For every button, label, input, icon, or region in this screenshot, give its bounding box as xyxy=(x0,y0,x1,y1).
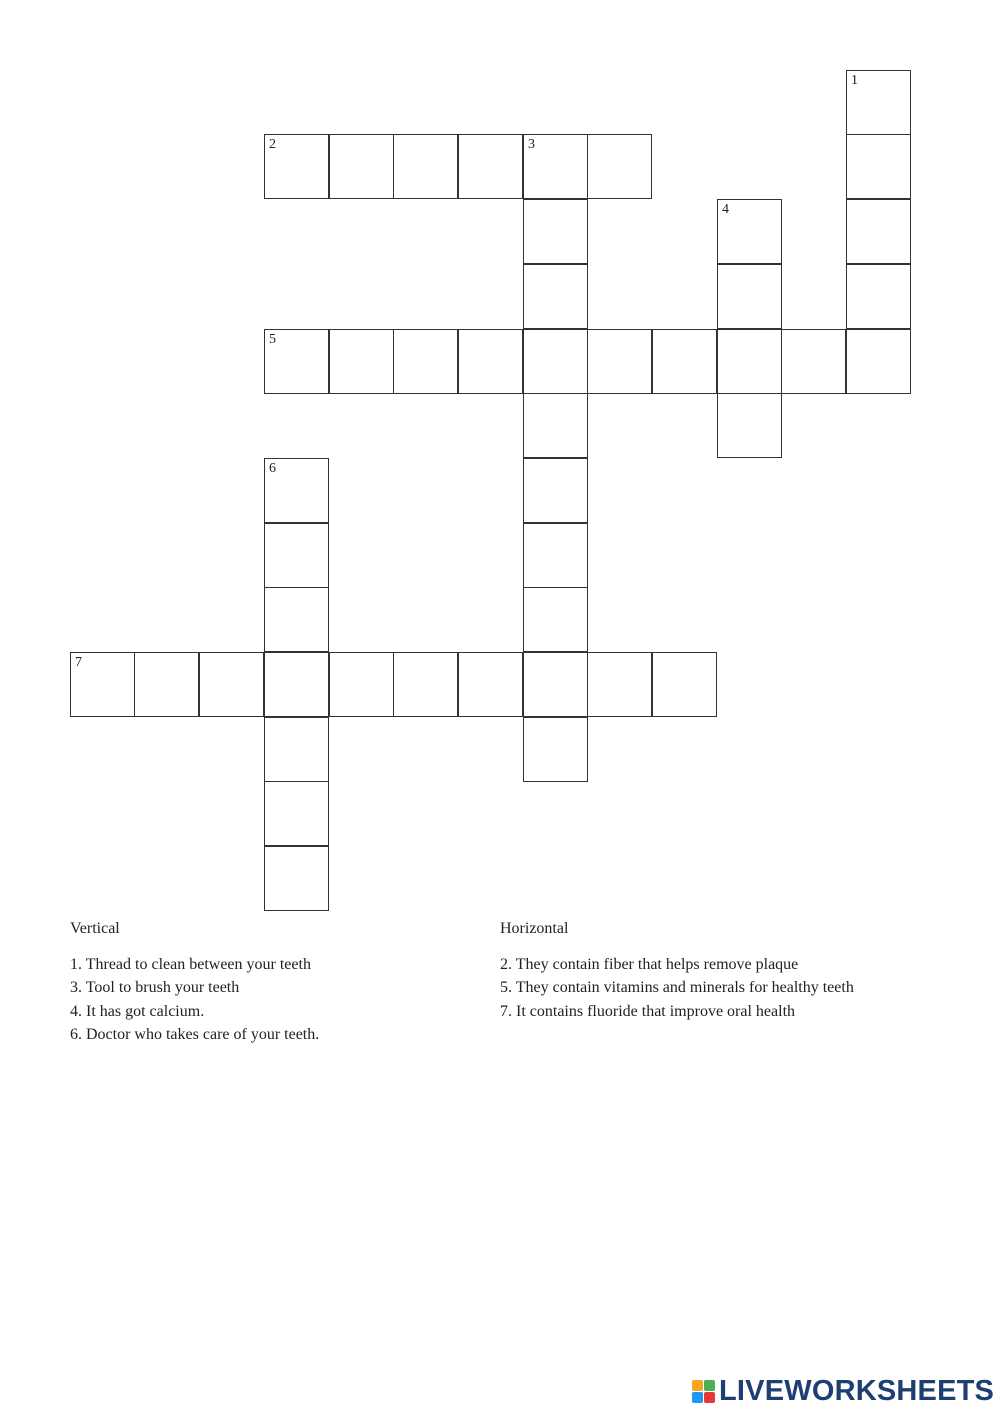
crossword-cell[interactable] xyxy=(846,70,911,135)
crossword-cell[interactable] xyxy=(587,652,652,717)
horizontal-clues xyxy=(500,917,860,1023)
vertical-heading: Vertical xyxy=(70,920,120,937)
crossword-cell[interactable] xyxy=(523,652,588,717)
crossword-cell[interactable] xyxy=(523,264,588,329)
crossword-cell[interactable] xyxy=(329,652,394,717)
clue-vertical-6: 6. Doctor who takes care of your teeth. xyxy=(70,1026,320,1043)
clue-number: 4 xyxy=(722,202,729,217)
crossword-cell[interactable] xyxy=(70,652,135,717)
crossword-cell[interactable] xyxy=(134,652,199,717)
crossword-cell[interactable] xyxy=(199,652,264,717)
crossword-cell[interactable] xyxy=(717,199,782,264)
crossword-cell[interactable] xyxy=(717,264,782,329)
logo-square-e xyxy=(704,1392,715,1403)
clue-number: 7 xyxy=(75,655,82,670)
crossword-cell[interactable] xyxy=(587,134,652,199)
crossword-cell[interactable] xyxy=(523,393,588,458)
logo-square-i xyxy=(704,1380,715,1391)
crossword-cell[interactable] xyxy=(523,458,588,523)
crossword-cell[interactable] xyxy=(264,329,329,394)
crossword-cell[interactable] xyxy=(264,652,329,717)
logo-square-l xyxy=(692,1380,703,1391)
crossword-cell[interactable] xyxy=(458,134,523,199)
crossword-cell[interactable] xyxy=(846,134,911,199)
clue-number: 5 xyxy=(269,332,276,347)
crossword-cell[interactable] xyxy=(523,199,588,264)
clue-number: 1 xyxy=(851,73,858,88)
crossword-cell[interactable] xyxy=(846,199,911,264)
crossword-cell[interactable] xyxy=(523,587,588,652)
logo-square-v xyxy=(692,1392,703,1403)
crossword-cell[interactable] xyxy=(458,652,523,717)
crossword-cell[interactable] xyxy=(652,652,717,717)
clue-vertical-3: 3. Tool to brush your teeth xyxy=(70,979,240,996)
vertical-clues xyxy=(70,917,450,1047)
crossword-cell[interactable] xyxy=(717,329,782,394)
crossword-cell[interactable] xyxy=(264,458,329,523)
crossword-cell[interactable] xyxy=(264,781,329,846)
crossword-cell[interactable] xyxy=(781,329,846,394)
crossword-cell[interactable] xyxy=(523,134,588,199)
clue-number: 6 xyxy=(269,461,276,476)
crossword-cell[interactable] xyxy=(458,329,523,394)
brand-name: LIVEWORKSHEETS xyxy=(719,1375,995,1407)
crossword-cell[interactable] xyxy=(329,329,394,394)
crossword-cell[interactable] xyxy=(264,587,329,652)
crossword-cell[interactable] xyxy=(652,329,717,394)
crossword-cell[interactable] xyxy=(264,717,329,782)
crossword-cell[interactable] xyxy=(264,134,329,199)
clue-number: 3 xyxy=(528,137,535,152)
crossword-cell[interactable] xyxy=(523,717,588,782)
clue-horizontal-5: 5. They contain vitamins and minerals for healthy teeth xyxy=(500,979,854,996)
clue-horizontal-7: 7. It contains fluoride that improve oral health xyxy=(500,1002,796,1020)
crossword-cell[interactable] xyxy=(846,264,911,329)
liveworksheets-logo-icon xyxy=(692,1380,715,1403)
clue-vertical-1: 1. Thread to clean between your teeth xyxy=(70,955,311,973)
crossword-cell[interactable] xyxy=(523,523,588,588)
clue-number: 2 xyxy=(269,137,276,152)
clue-horizontal-2: 2. They contain fiber that helps remove plaque xyxy=(500,955,799,973)
crossword-cell[interactable] xyxy=(393,329,458,394)
crossword-cell[interactable] xyxy=(264,523,329,588)
crossword-cell[interactable] xyxy=(587,329,652,394)
crossword-cell[interactable] xyxy=(264,846,329,911)
crossword-cell[interactable] xyxy=(393,652,458,717)
crossword-cell[interactable] xyxy=(846,329,911,394)
clue-vertical-4: 4. It has got calcium. xyxy=(70,1002,205,1020)
crossword-cell[interactable] xyxy=(329,134,394,199)
liveworksheets-brand xyxy=(692,1374,994,1408)
crossword-cell[interactable] xyxy=(523,329,588,394)
crossword-cell[interactable] xyxy=(393,134,458,199)
horizontal-heading: Horizontal xyxy=(500,920,569,937)
crossword-cell[interactable] xyxy=(717,393,782,458)
